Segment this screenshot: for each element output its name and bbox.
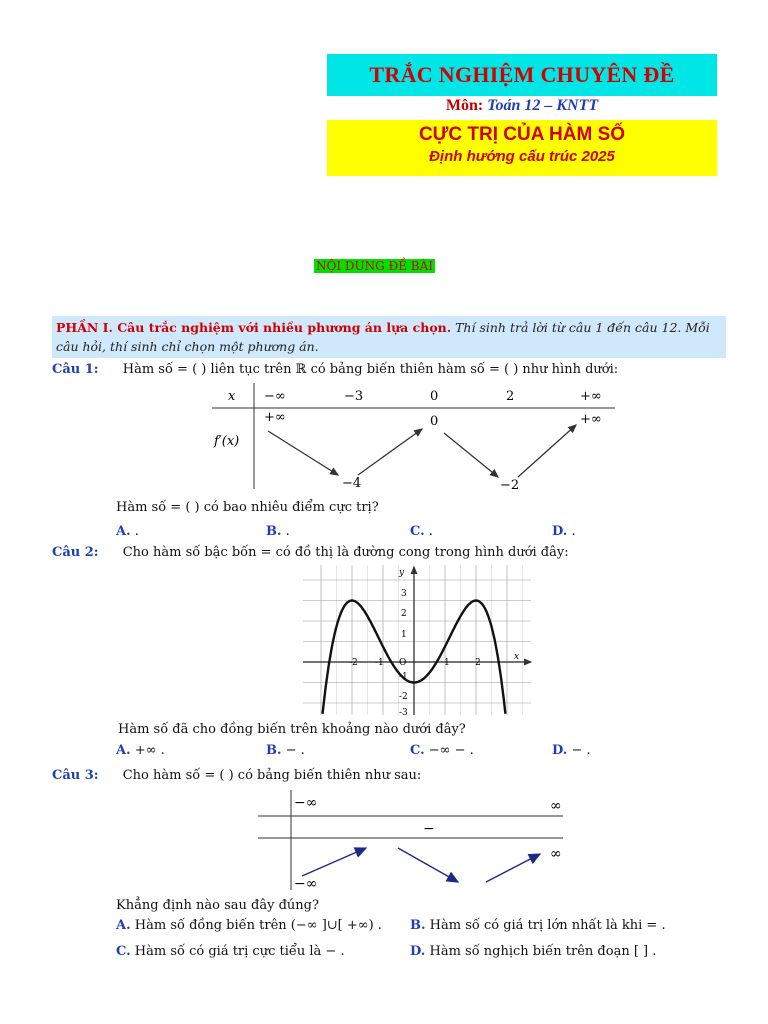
q2-option-a[interactable]: A. +∞ . bbox=[116, 743, 165, 758]
q3-option-a[interactable]: A. Hàm số đồng biến trên (−∞ ]∪[ +∞) . bbox=[116, 918, 382, 933]
q3-arrow-2 bbox=[398, 848, 458, 882]
q1-top-2: +∞ bbox=[580, 412, 602, 427]
q2-y-label: y bbox=[399, 568, 405, 578]
q1-question: Hàm số = ( ) có bao nhiêu điểm cực trị? bbox=[116, 500, 379, 515]
q2-ytick-3: 3 bbox=[401, 589, 407, 599]
q1-x-0: −∞ bbox=[264, 389, 286, 404]
q3-r1-left: −∞ bbox=[294, 795, 318, 811]
section-title: NỘI DUNG ĐỀ BÀI bbox=[316, 259, 434, 273]
q2-option-c[interactable]: C. −∞ − . bbox=[410, 743, 474, 758]
q2-graph bbox=[303, 565, 533, 715]
q1-arrow-1 bbox=[268, 431, 338, 475]
topic-orientation: Định hướng cấu trúc 2025 bbox=[429, 148, 615, 165]
q1-x-1: −3 bbox=[344, 389, 364, 404]
q3-arrow-1 bbox=[302, 848, 366, 876]
topic-title: CỰC TRỊ CỦA HÀM SỐ bbox=[418, 124, 626, 145]
q2-ytick-m1: -1 bbox=[399, 672, 408, 682]
subject-line bbox=[327, 97, 717, 115]
q2-ytick-m2: -2 bbox=[399, 692, 408, 702]
q1-x-3: 2 bbox=[506, 389, 515, 404]
q1-text: Hàm số = ( ) liên tục trên ℝ có bảng biến thiên hàm số = ( ) như hình dưới: bbox=[122, 362, 619, 377]
q1-arrow-3 bbox=[444, 433, 498, 477]
q1-top-1: 0 bbox=[430, 414, 439, 429]
q1-arrow-2 bbox=[358, 429, 422, 475]
q3-r3-right: ∞ bbox=[550, 846, 562, 862]
q1-x-2: 0 bbox=[430, 389, 439, 404]
q1-arrow-4 bbox=[518, 425, 576, 477]
q3-label: Câu 3: bbox=[52, 768, 99, 783]
q3-r1-right: ∞ bbox=[550, 798, 562, 814]
q2-x-label: x bbox=[514, 652, 520, 662]
q2-xtick-2: 2 bbox=[475, 658, 481, 668]
q2-option-d[interactable]: D. − . bbox=[552, 743, 591, 758]
q1-fp-label: f′(x) bbox=[214, 434, 240, 449]
q1-option-c[interactable]: C. . bbox=[410, 524, 433, 539]
q2-ytick-1: 1 bbox=[401, 630, 407, 640]
q2-xtick-m2: -2 bbox=[349, 658, 358, 668]
doc-title: TRẮC NGHIỆM CHUYÊN ĐỀ bbox=[327, 54, 717, 96]
part1-instruction: Thí sinh trả lời từ câu 1 đến câu 12. Mỗi câu hỏi, thí sinh chỉ chọn một phương án. bbox=[56, 320, 710, 354]
q2-ytick-2: 2 bbox=[401, 609, 407, 619]
q1-x-4: +∞ bbox=[580, 389, 602, 404]
q2-label: Câu 2: bbox=[52, 545, 99, 560]
q2-option-b[interactable]: B. − . bbox=[266, 743, 305, 758]
q2-question: Hàm số đã cho đồng biến trên khoảng nào dưới đây? bbox=[118, 722, 466, 737]
subject-value: Toán 12 – KNTT bbox=[487, 97, 599, 114]
q3-variation-table bbox=[258, 790, 568, 892]
q1-option-b[interactable]: B. . bbox=[266, 524, 290, 539]
part1-banner bbox=[52, 316, 726, 358]
q2-xtick-1: 1 bbox=[444, 658, 450, 668]
q1-line bbox=[52, 362, 618, 377]
subject-label: Môn: bbox=[445, 97, 484, 114]
q2-grid bbox=[303, 565, 531, 715]
q1-x-label: x bbox=[228, 389, 236, 404]
q1-label: Câu 1: bbox=[52, 362, 99, 377]
q2-ytick-m3: -3 bbox=[399, 708, 408, 715]
q1-variation-table bbox=[212, 383, 622, 493]
q2-xtick-m1: -1 bbox=[375, 658, 384, 668]
topic-box bbox=[327, 120, 717, 176]
q2-text: Cho hàm số bậc bốn = có đồ thị là đường cong trong hình dưới đây: bbox=[122, 545, 569, 560]
part1-heading: PHẦN I. Câu trắc nghiệm với nhiều phương án lựa chọn. bbox=[56, 320, 452, 335]
q3-question: Khẳng định nào sau đây đúng? bbox=[116, 898, 319, 913]
q2-origin: O bbox=[399, 658, 407, 668]
q3-r3-left: −∞ bbox=[294, 876, 318, 892]
q1-bot-1: −2 bbox=[500, 478, 520, 493]
q3-arrow-3 bbox=[486, 854, 540, 882]
q2-line bbox=[52, 545, 569, 560]
q3-option-d[interactable]: D. Hàm số nghịch biến trên đoạn [ ] . bbox=[410, 944, 657, 959]
q3-option-b[interactable]: B. Hàm số có giá trị lớn nhất là khi = . bbox=[410, 918, 666, 933]
q1-top-0: +∞ bbox=[264, 410, 286, 425]
q3-r2-mid: − bbox=[423, 821, 435, 837]
q3-option-c[interactable]: C. Hàm số có giá trị cực tiểu là − . bbox=[116, 944, 345, 959]
q1-bot-0: −4 bbox=[342, 476, 362, 491]
q1-option-a[interactable]: A. . bbox=[116, 524, 139, 539]
q3-text: Cho hàm số = ( ) có bảng biến thiên như sau: bbox=[122, 768, 422, 783]
q1-option-d[interactable]: D. . bbox=[552, 524, 576, 539]
q3-line bbox=[52, 768, 421, 783]
